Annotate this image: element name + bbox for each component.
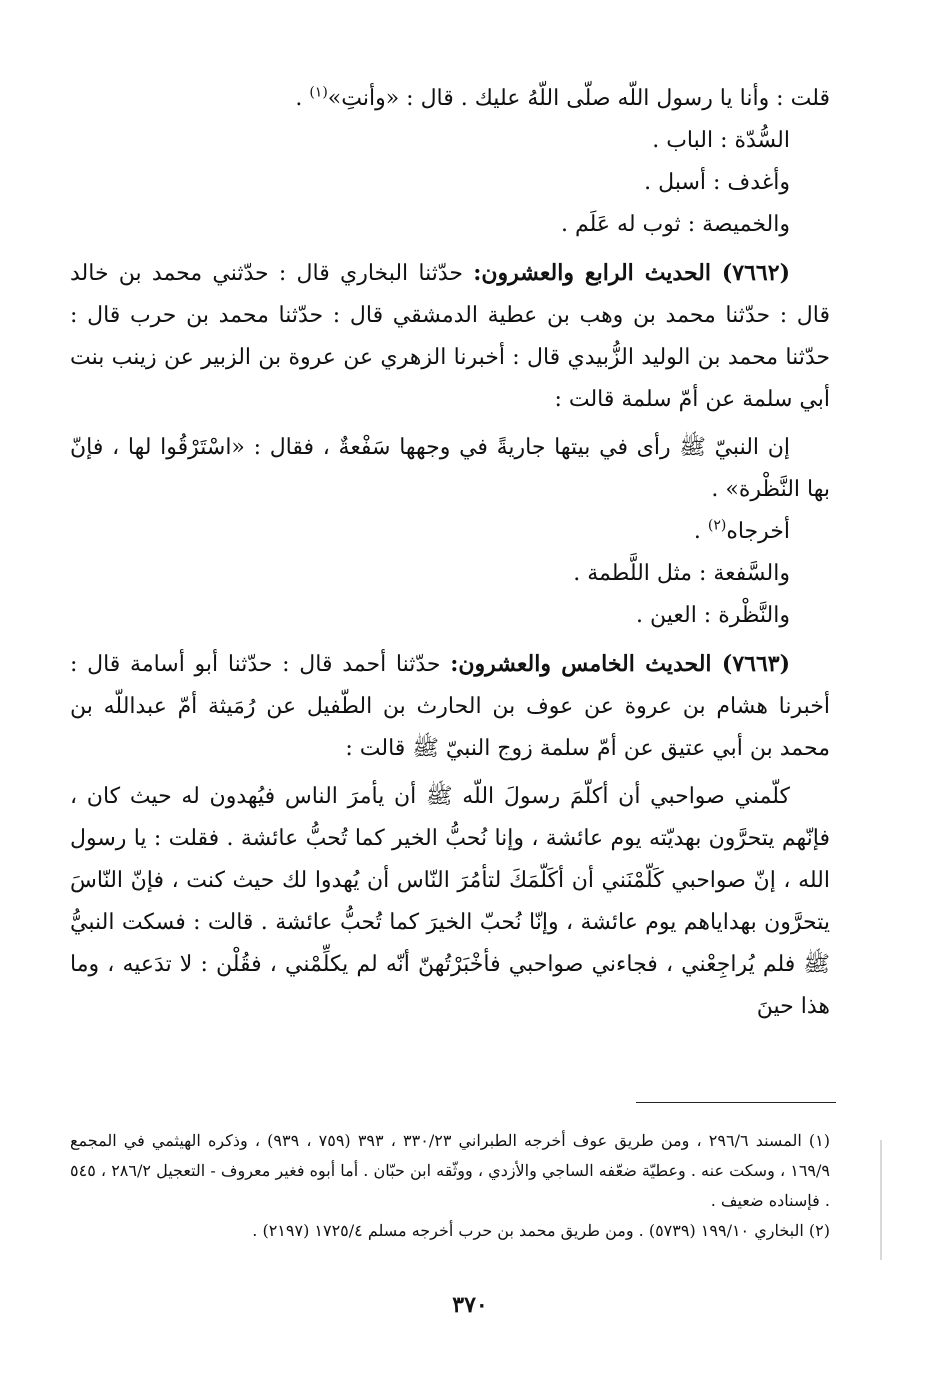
- hadith-isnad-7663: [70, 643, 830, 770]
- hadith-heading-7663: (٧٦٦٣) الحديث الخامس والعشرون:: [450, 651, 790, 677]
- footnotes: [70, 1126, 830, 1246]
- text-line: [70, 78, 830, 120]
- gloss-line: وأغدف : أسبل .: [644, 170, 790, 195]
- hadith-chain: حدّثنا أحمد قال : حدّثنا أبو أسامة قال : أخبرنا هشام بن عروة عن عوف بن الحارث بن الطّفيل عن رُمَيثة أمّ عبداللّه بن محمد بن أبي عتيق عن أمّ سلمة زوج النبيّ ﷺ قالت :: [70, 652, 830, 761]
- scan-edge-mark: [880, 1140, 882, 1260]
- gloss-line: والخميصة : ثوب له عَلَم .: [561, 212, 790, 237]
- gloss-line: والسَّفعة : مثل اللَّطمة .: [573, 561, 790, 586]
- line-end: .: [295, 86, 310, 111]
- main-text: [70, 78, 830, 1028]
- footnote-2: (٢) البخاري ١٩٩/١٠ (٥٧٣٩) . ومن طريق محمد بن حرب أخرجه مسلم ١٧٢٥/٤ (٢١٩٧) .: [252, 1221, 830, 1240]
- takhrij-text: أخرجاه: [726, 519, 790, 544]
- page-number: ٣٧٠: [452, 1292, 488, 1318]
- gloss-line: السُّدّة : الباب .: [652, 128, 790, 153]
- hadith-chain: حدّثنا البخاري قال : حدّثني محمد بن خالد قال : حدّثنا محمد بن وهب بن عطية الدمشقي قال : حدّثنا محمد بن حرب قال : حدّثنا محمد بن الوليد الزُّبيدي قال : أخبرنا الزهري عن عروة بن الزبير عن زينب بنت أبي سلمة عن أمّ سلمة قالت :: [70, 261, 830, 412]
- footnote-separator: [636, 1102, 836, 1103]
- footnote-ref-1[interactable]: (١): [309, 84, 328, 101]
- footnote-ref-2[interactable]: (٢): [707, 517, 727, 534]
- footnote-1: (١) المسند ٢٩٦/٦ ، ومن طريق عوف أخرجه الطبراني ٣٣٠/٢٣ ، ٣٩٣ (٧٥٩ ، ٩٣٩) ، وذكره الهيثمي في المجمع ١٦٩/٩ ، وسكت عنه . وعطيّة ضعّفه الساجي والأزدي ، ووثّقه ابن حبّان . أما أبوه فغير معروف - التعجيل ٢٨٦/٢ ، ٥٤٥ . فإسناده ضعيف .: [70, 1131, 831, 1210]
- hadith-heading-7662: (٧٦٦٢) الحديث الرابع والعشرون:: [473, 260, 790, 286]
- line-text: قلت : وأنا يا رسول اللّه صلّى اللّهُ عليك . قال : «وأنتِ»: [327, 86, 830, 111]
- hadith-text-7662: إن النبيّ ﷺ رأى في بيتها جاريةً في وجهها سَفْعةٌ ، فقال : «اسْتَرْقُوا لها ، فإنّ بها النَّظْرة» .: [70, 435, 830, 502]
- gloss-line: والنَّظْرة : العين .: [636, 603, 790, 628]
- hadith-text-7663: كلّمني صواحبي أن أكلّمَ رسولَ اللّه ﷺ أن يأمرَ الناس فيُهدون له حيث كان ، فإنّهم يتحرَّون بهديّته يوم عائشة ، وإنا نُحبُّ الخير كما تُحبُّ عائشة . فقلت : يا رسول الله ، إنّ صواحبي كَلّمْنَني أن أكَلّمَكَ لتأمُرَ النّاس أن يُهدوا لك حيث كنت ، فإنّ النّاسَ يتحرَّون بهداياهم يوم عائشة ، وإنّا نُحبّ الخيرَ كما تُحبُّ عائشة . قالت : فسكت النبيُّ ﷺ فلم يُراجِعْني ، فجاءني صواحبي فأخْبَرْتُهنّ أنّه لم يكلِّمْني ، فقُلْن : لا تدَعيه ، وما هذا حينَ: [70, 784, 830, 1019]
- hadith-isnad-7662: [70, 252, 830, 421]
- line-end: .: [693, 519, 708, 544]
- takhrij-line: [70, 511, 830, 553]
